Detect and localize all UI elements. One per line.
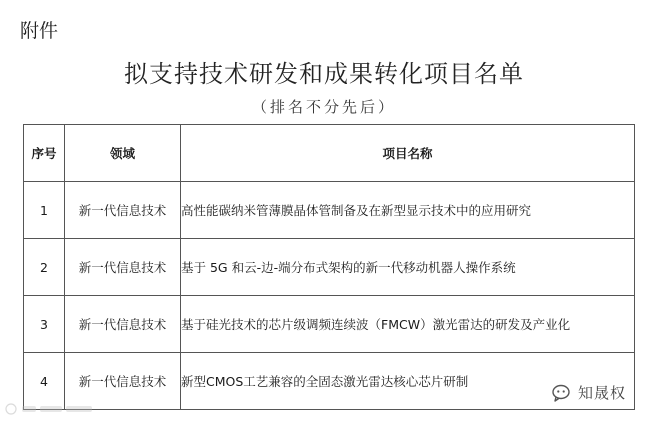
row-domain: 新一代信息技术 [65,353,181,410]
document-subtitle: （排名不分先后） [251,98,396,116]
row-index: 4 [24,353,65,410]
project-table [23,124,635,410]
row-domain: 新一代信息技术 [65,182,181,239]
row-project-name: 高性能碳纳米管薄膜晶体管制备及在新型显示技术中的应用研究 [181,182,635,239]
row-project-name: 基于硅光技术的芯片级调频连续波（FMCW）激光雷达的研发及产业化 [181,296,635,353]
column-header-index: 序号 [24,125,65,182]
row-project-name: 新型CMOS工艺兼容的全固态激光雷达核心芯片研制 [181,353,635,410]
wechat-bubble-icon [552,384,574,402]
table-row [24,296,635,353]
table-row [24,182,635,239]
row-index: 1 [24,182,65,239]
document-title: 拟支持技术研发和成果转化项目名单 [124,60,524,88]
row-domain: 新一代信息技术 [65,239,181,296]
table-header-row [24,125,635,182]
row-domain: 新一代信息技术 [65,296,181,353]
attachment-label: 附件 [20,20,59,42]
row-index: 2 [24,239,65,296]
row-project-name: 基于 5G 和云-边-端分布式架构的新一代移动机器人操作系统 [181,239,635,296]
table-row [24,353,635,410]
faint-watermark-icon [4,402,124,416]
row-index: 3 [24,296,65,353]
table-row [24,239,635,296]
watermark-text: 知晟权 [578,384,627,402]
column-header-project: 项目名称 [181,125,635,182]
column-header-domain: 领域 [65,125,181,182]
